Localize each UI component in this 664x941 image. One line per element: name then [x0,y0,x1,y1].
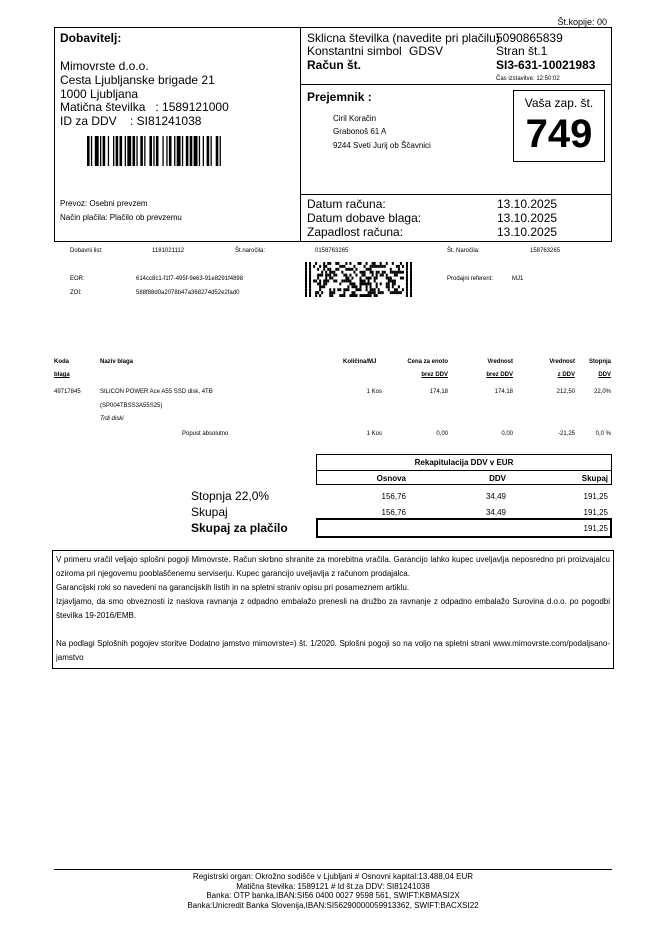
item-value: 174,18 [494,389,513,395]
terms-paragraph-4: Na podlagi Splošnih pogojev storitve Dodatno jamstvo mimovrste=) št. 1/2020. Splošni pogoji so na voljo na spletni strani www.mimovrste.com/podaljsano-jamstvo [56,639,610,662]
recipient-street: Grabonoš 61 A [333,127,387,136]
supplier-street: Cesta Ljubljanske brigade 21 [60,73,215,87]
reference-label: Sklicna številka (navedite pri plačilu) [307,31,500,45]
col-name: Naziv blaga [100,359,134,365]
col-unit-price: Cena za enoto [407,359,448,365]
delivery-date-label: Datum dobave blaga: [307,211,422,225]
due-date: 13.10.2025 [497,225,558,239]
order-number2-label: Št. Naročila: [447,248,480,254]
sales-ref: MJ1 [512,276,524,282]
sales-ref-label: Prodajni referent: [447,276,494,282]
discount-value: 0,00 [501,431,513,437]
col-code: Koda [54,359,69,365]
vat-sum-total: 191,25 [583,508,608,517]
item-unit-price: 174,18 [429,389,448,395]
discount-qty: 1 Kos [366,431,382,437]
dates-divider [300,194,612,195]
delivery-note-label: Dobavni list: [70,248,103,254]
vat-rate-base: 156,76 [381,492,406,501]
item-code: 49717845 [54,389,81,395]
item-rate: 22,0% [593,389,611,395]
item-value-vat: 212,50 [556,389,575,395]
recipient-name: Ciril Koračin [333,114,377,123]
discount-value-vat: -21,25 [557,431,575,437]
supplier-vat-id: ID za DDV : SI81241038 [60,114,202,128]
delivery-date: 13.10.2025 [497,211,558,225]
terms-text [56,553,610,665]
supplier-barcode [87,136,258,166]
footer-rule [54,869,612,870]
constant-symbol: GDSV [409,44,444,58]
reference-number: 5090865839 [496,31,563,45]
invoice-date-label: Datum računa: [307,197,386,211]
customer-ref-number: 749 [525,112,593,156]
supplier-city: 1000 Ljubljana [60,87,139,101]
copy-number: Št.kopije: 00 [557,17,607,27]
transport-method: Prevoz: Osebni prevzem [60,199,148,208]
order-number2: 158763265 [530,248,561,254]
item-qty: 1 Kos [366,389,382,395]
item-name-2: (SP004TBSS3A55S25) [100,403,163,409]
col-value-vat: Vrednost [549,359,575,365]
item-category: Trdi diski [100,416,124,422]
discount-name: Popust absolutno [182,431,229,437]
invoice-number-label: Račun št. [307,58,362,72]
customer-ref-label: Vaša zap. št. [524,96,594,110]
vat-rate-total: 191,25 [583,492,608,501]
col-value: Vrednost [487,359,513,365]
payment-method: Način plačila: Plačilo ob prevzemu [60,213,182,222]
zoi-label: ZOI: [70,290,82,296]
supplier-reg-no: Matična številka : 1589121000 [60,100,229,114]
vat-sum-vat: 34,49 [485,508,506,517]
pay-total-label: Skupaj za plačilo [191,521,288,535]
recipient-divider [300,84,612,85]
footer-line-3: Banka: OTP banka,IBAN:SI56 0400 0027 9598 561, SWIFT:KBMASI2X [206,891,460,900]
terms-paragraph-3: Izjavljamo, da smo obveznosti iz naslova ravnanja z odpadno embalažo prenesli na družbo za ravnanje z odpadno embalažo Surovina d.o.o. po pogodbi številka 19-2016/EMB. [56,597,610,620]
delivery-note: 1181021112 [152,248,185,254]
order-number-label: Št.naročila: [235,248,266,254]
recipient-heading: Prejemnik : [307,90,372,104]
zoi-value: 588f88d0a2078b47a368274d52e2fad0 [136,290,240,296]
pay-total: 191,25 [583,524,608,533]
col-value-vat-2: z DDV [557,372,575,378]
eor-label: EOR: [70,276,85,282]
fiscal-barcode [305,262,412,297]
vat-summary-title: Rekapitulacija DDV v EUR [414,458,514,467]
footer-line-1: Registrski organ: Okrožno sodišče v Ljubljani # Osnovni kapital:13.488,04 EUR [192,872,474,881]
due-date-label: Zapadlost računa: [307,225,404,239]
vat-sum-base: 156,76 [381,508,406,517]
header-divider [300,27,301,242]
col-value-2: brez DDV [486,372,513,378]
constant-symbol-label: Konstantni simbol [307,44,402,58]
invoice-date: 13.10.2025 [497,197,558,211]
vat-sum-label: Skupaj [191,505,228,519]
footer-line-4: Banka:Unicredit Banka Slovenija,IBAN:SI56290000059913362, SWIFT:BACXSI22 [187,900,479,910]
col-rate-2: DDV [598,372,611,378]
discount-rate: 0,0 % [595,431,611,437]
vat-col-vat: DDV [489,474,506,483]
terms-paragraph-2: Garancijski roki so navedeni na garancijskih listih in na spletni straniv opisu pri posameznem artiklu. [56,583,410,592]
item-name: SILICON POWER Ace A55 SSD disk, 4TB [100,389,213,395]
col-unit-price-2: brez DDV [421,372,448,378]
col-code-2: blaga [54,372,70,378]
supplier-heading: Dobavitelj: [60,31,122,45]
footer [54,872,612,910]
col-rate: Stopnja [589,359,611,365]
invoice-number: SI3-631-10021983 [496,58,596,72]
col-qty: Količina/MJ [343,359,377,365]
issue-time: Čas izstavitve: 12:50:02 [496,76,560,82]
vat-summary-divider [316,470,612,471]
footer-line-2: Matična številka: 1589121 # Id št.za DDV: SI81241038 [236,881,430,891]
page-number: Stran št.1 [496,44,548,58]
vat-col-total: Skupaj [581,474,608,483]
discount-unit-price: 0,00 [436,431,448,437]
supplier-name: Mimovrste d.o.o. [60,59,149,73]
terms-paragraph-1: V primeru vračil veljajo splošni pogoji Mimovrste. Račun skrbno shranite za morebitna vračila. Garancijo lahko kupec uveljavlja neposredno pri proizvajalcu oziroma pri njegovemu pooblaščenemu serviserju. Kupec garancijo uveljavlja z računom prodajalca. [56,555,610,578]
eor-value: 614cc8c1-f1f7-495f-9e63-91e8291f4898 [136,276,244,282]
vat-rate-label: Stopnja 22,0% [191,489,270,503]
vat-col-base: Osnova [376,474,406,483]
recipient-city: 9244 Sveti Jurij ob Ščavnici [333,141,431,150]
vat-rate-vat: 34,49 [485,492,506,501]
order-number: 0158763265 [315,248,349,254]
